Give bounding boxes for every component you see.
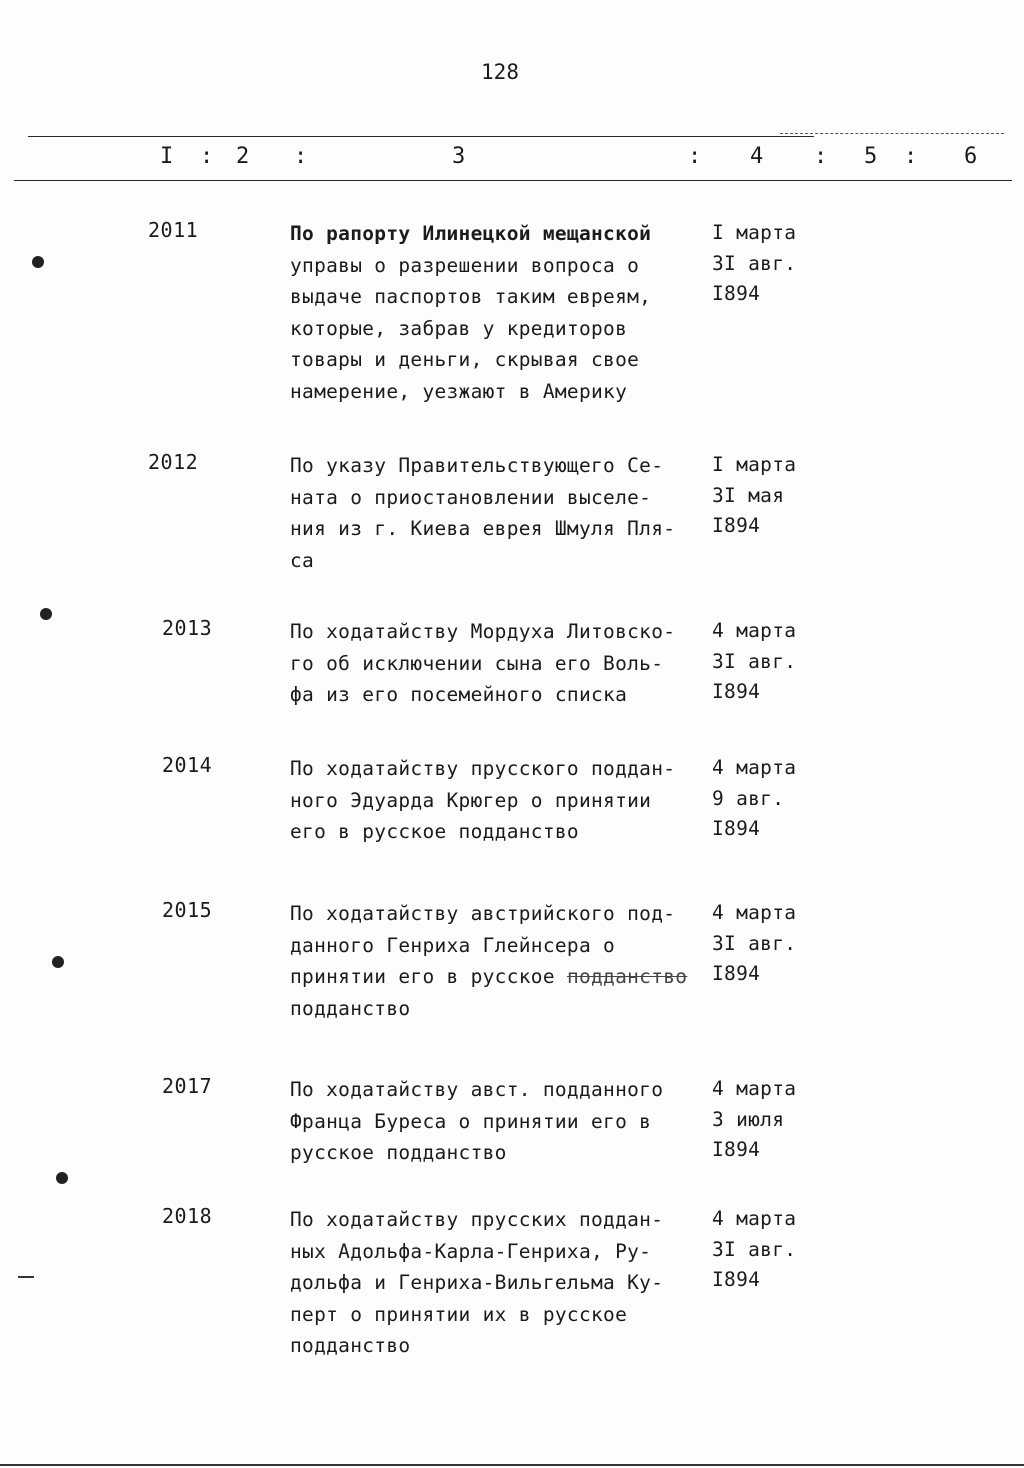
- entry-title-line: ных Адольфа-Карла-Генриха, Ру-: [290, 1239, 652, 1263]
- entry-number: 2015: [162, 898, 213, 922]
- entry-date-start: I марта: [712, 221, 797, 244]
- page-number: 128: [481, 60, 519, 84]
- entry-title-line: ного Эдуарда Крюгер о принятии: [290, 788, 652, 812]
- entry-number: 2013: [162, 616, 213, 640]
- entry-year: I894: [712, 1138, 761, 1161]
- binder-hole-mark: [56, 1172, 68, 1184]
- column-header-4: 4: [750, 144, 764, 169]
- entry-year: I894: [712, 282, 761, 305]
- entry-title-line: По ходатайству Мордуха Литовско-: [290, 620, 676, 643]
- column-separator: :: [294, 144, 308, 169]
- entry-date-start: 4 марта: [712, 1207, 797, 1230]
- entry-title-line: го об исключении сына его Воль-: [290, 651, 664, 675]
- entry-title: [290, 753, 702, 848]
- entry-date-end: 3I авг.: [712, 931, 797, 955]
- column-header-row: [0, 144, 1024, 174]
- entry-dates: [712, 218, 832, 310]
- header-bottom-rule: [14, 180, 1012, 181]
- entry-number: 2011: [148, 218, 199, 242]
- entry-title-line: са: [290, 548, 315, 572]
- binder-hole-mark: [32, 256, 44, 268]
- header-top-rule-dashed: [780, 133, 1004, 134]
- entry-title-line: По ходатайству прусских поддан-: [290, 1208, 664, 1231]
- entry-title-line: перт о принятии их в русское: [290, 1302, 628, 1326]
- entry-number: 2014: [162, 753, 213, 777]
- entry-date-start: I марта: [712, 453, 797, 476]
- entry-date-end: 3I авг.: [712, 251, 797, 275]
- entry-year: I894: [712, 962, 761, 985]
- column-header-3: 3: [452, 144, 466, 169]
- entry-title-line: подданство: [290, 996, 411, 1020]
- entry-dates: [712, 450, 832, 542]
- entry-number: 2017: [162, 1074, 213, 1098]
- entry-title-line: По рапорту Илинецкой мещанской: [290, 222, 652, 245]
- column-header-1: I: [160, 144, 174, 169]
- entry-year: I894: [712, 514, 761, 537]
- entry-dates: [712, 1074, 832, 1166]
- entry-title-text: принятии его в русское: [290, 965, 555, 988]
- entry-title-line: По ходатайству прусского поддан-: [290, 757, 676, 780]
- binder-hole-mark: [40, 608, 52, 620]
- entry-title: [290, 616, 702, 711]
- entry-title-line: данного Генриха Глейнсера о: [290, 933, 616, 957]
- struck-out-word: подданство: [566, 965, 688, 988]
- entry-title-line: По указу Правительствующего Се-: [290, 454, 664, 477]
- entry-date-start: 4 марта: [712, 756, 797, 779]
- entry-title-line: его в русское подданство: [290, 820, 579, 843]
- entry-title-line: подданство: [290, 1334, 411, 1357]
- entry-number: 2018: [162, 1204, 213, 1228]
- entry-title-line: дольфа и Генриха-Вильгельма Ку-: [290, 1271, 664, 1294]
- entry-title: [290, 450, 702, 576]
- entry-dates: [712, 1204, 832, 1296]
- entry-title: [290, 898, 702, 1024]
- entry-date-start: 4 марта: [712, 901, 797, 924]
- entry-title: [290, 1204, 702, 1362]
- page-bottom-edge: [0, 1464, 1024, 1466]
- entry-date-end: 3I авг.: [712, 1237, 797, 1261]
- entry-year: I894: [712, 817, 761, 840]
- entry-date-start: 4 марта: [712, 619, 797, 642]
- entry-title-line: ния из г. Киева еврея Шмуля Пля-: [290, 517, 676, 540]
- entry-year: I894: [712, 680, 761, 703]
- column-header-5: 5: [864, 144, 878, 169]
- entry-title-line: Франца Буреса о принятии его в: [290, 1109, 652, 1133]
- entry-title: [290, 1074, 702, 1169]
- column-header-6: 6: [964, 144, 978, 169]
- entry-date-start: 4 марта: [712, 1077, 797, 1100]
- entry-date-end: 3I авг.: [712, 649, 797, 673]
- entry-year: I894: [712, 1268, 761, 1291]
- column-separator: :: [688, 144, 702, 169]
- column-separator: :: [814, 144, 828, 169]
- header-top-rule: [28, 136, 814, 137]
- column-separator: :: [200, 144, 214, 169]
- entry-dates: [712, 753, 832, 845]
- entry-title-line: намерение, уезжают в Америку: [290, 379, 628, 403]
- column-separator: :: [904, 144, 918, 169]
- entry-date-end: 9 авг.: [712, 786, 785, 810]
- entry-title-line: По ходатайству австрийского под-: [290, 902, 676, 925]
- entry-title-line: русское подданство: [290, 1141, 507, 1164]
- entry-title-line: товары и деньги, скрывая свое: [290, 348, 640, 371]
- entry-title-line: ната о приостановлении выселе-: [290, 485, 652, 509]
- entry-title-line: управы о разрешении вопроса о: [290, 253, 640, 277]
- entry-title-line: которые, забрав у кредиторов: [290, 316, 628, 340]
- entry-title-line: [290, 961, 702, 993]
- entry-title-line: По ходатайству авст. подданного: [290, 1078, 664, 1101]
- entry-title-line: фа из его посемейного списка: [290, 683, 628, 706]
- column-header-2: 2: [236, 144, 250, 169]
- entry-title-line: выдаче паспортов таким евреям,: [290, 285, 652, 308]
- entry-dates: [712, 898, 832, 990]
- entry-date-end: 3 июля: [712, 1107, 785, 1131]
- binder-hole-mark: [52, 956, 64, 968]
- entry-date-end: 3I мая: [712, 483, 785, 507]
- entry-number: 2012: [148, 450, 199, 474]
- margin-dash-mark: [18, 1276, 34, 1278]
- entry-dates: [712, 616, 832, 708]
- entry-title: [290, 218, 702, 407]
